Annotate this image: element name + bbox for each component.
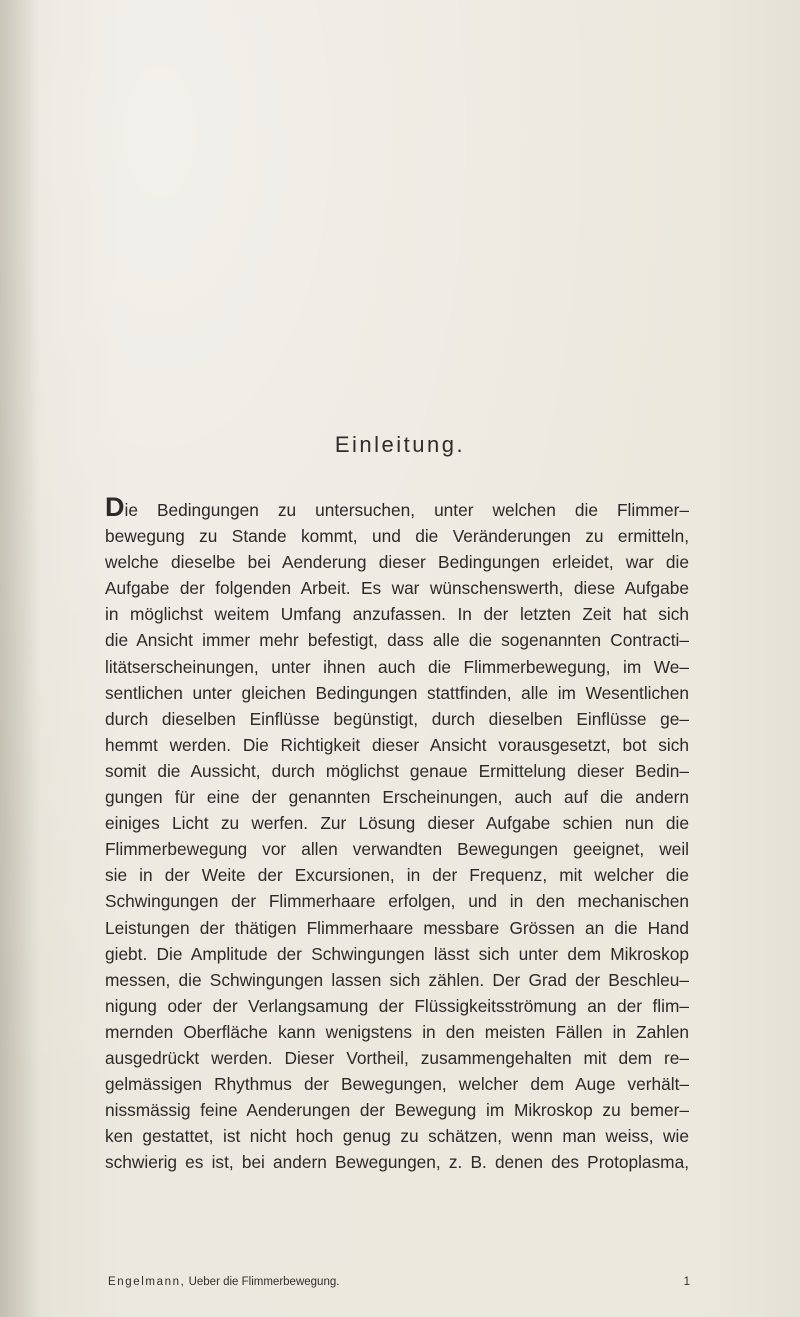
paragraph-line: die Ansicht immer mehr befestigt, dass alle die sogenannten Contracti– — [105, 630, 689, 651]
paragraph-line: somit die Aussicht, durch möglichst genaue Ermittelung dieser Bedin– — [105, 760, 689, 781]
paragraph-line: Leistungen der thätigen Flimmerhaare messbare Grössen an die Hand — [105, 917, 689, 938]
chapter-heading: Einleitung. — [334, 432, 466, 457]
paragraph-line: Flimmerbewegung vor allen verwandten Bewegungen geeignet, weil — [105, 839, 689, 860]
paragraph-line: gelmässigen Rhythmus der Bewegungen, welcher dem Auge verhält– — [105, 1074, 689, 1095]
paragraph-line: hemmt werden. Die Richtigkeit dieser Ansicht vorausgesetzt, bot sich — [105, 734, 689, 755]
body-paragraph — [105, 492, 689, 1175]
paragraph-line-text: ie Bedingungen zu untersuchen, unter welchen die Flimmer– — [124, 500, 689, 520]
paragraph-line — [105, 492, 689, 523]
paragraph-line: in möglichst weitem Umfang anzufassen. In der letzten Zeit hat sich — [105, 604, 689, 625]
paragraph-line: bewegung zu Stande kommt, und die Veränderungen zu ermitteln, — [105, 526, 689, 547]
drop-cap: D — [105, 492, 125, 522]
paragraph-line: nigung oder der Verlangsamung der Flüssigkeitsströmung an der flim– — [105, 995, 689, 1016]
paragraph-line: ausgedrückt werden. Dieser Vortheil, zusammengehalten mit dem re– — [105, 1047, 689, 1068]
paragraph-line: schwierig es ist, bei andern Bewegungen, z. B. denen des Protoplasma, — [105, 1152, 689, 1173]
paragraph-line: welche dieselbe bei Aenderung dieser Bedingungen erleidet, war die — [105, 552, 689, 573]
footer-author: Engelmann, — [108, 1276, 186, 1288]
paragraph-line: mernden Oberfläche kann wenigstens in den meisten Fällen in Zahlen — [105, 1021, 689, 1042]
paragraph-line: nissmässig feine Aenderungen der Bewegung im Mikroskop zu bemer– — [105, 1100, 689, 1121]
paragraph-line: litätserscheinungen, unter ihnen auch die Flimmerbewegung, im We– — [105, 656, 689, 677]
paragraph-line: Aufgabe der folgenden Arbeit. Es war wünschenswerth, diese Aufgabe — [105, 578, 689, 599]
paragraph-line: durch dieselben Einflüsse begünstigt, durch dieselben Einflüsse ge– — [105, 708, 689, 729]
signature-mark: 1 — [683, 1276, 690, 1288]
footer-running-title — [108, 1276, 339, 1288]
page-footer — [108, 1276, 690, 1288]
paragraph-line: gungen für eine der genannten Erscheinungen, auch auf die andern — [105, 787, 689, 808]
paragraph-line: giebt. Die Amplitude der Schwingungen lässt sich unter dem Mikroskop — [105, 943, 689, 964]
paragraph-line: messen, die Schwingungen lassen sich zählen. Der Grad der Beschleu– — [105, 969, 689, 990]
footer-title: Ueber die Flimmerbewegung. — [188, 1276, 340, 1288]
paragraph-line: ken gestattet, ist nicht hoch genug zu schätzen, wenn man weiss, wie — [105, 1126, 689, 1147]
paragraph-line: sentlichen unter gleichen Bedingungen stattfinden, alle im Wesentlichen — [105, 682, 689, 703]
page-edge-shadow — [0, 0, 40, 1317]
paragraph-line: Schwingungen der Flimmerhaare erfolgen, und in den mechanischen — [105, 891, 689, 912]
paragraph-line: einiges Licht zu werfen. Zur Lösung dieser Aufgabe schien nun die — [105, 813, 689, 834]
paragraph-line: sie in der Weite der Excursionen, in der Frequenz, mit welcher die — [105, 865, 689, 886]
